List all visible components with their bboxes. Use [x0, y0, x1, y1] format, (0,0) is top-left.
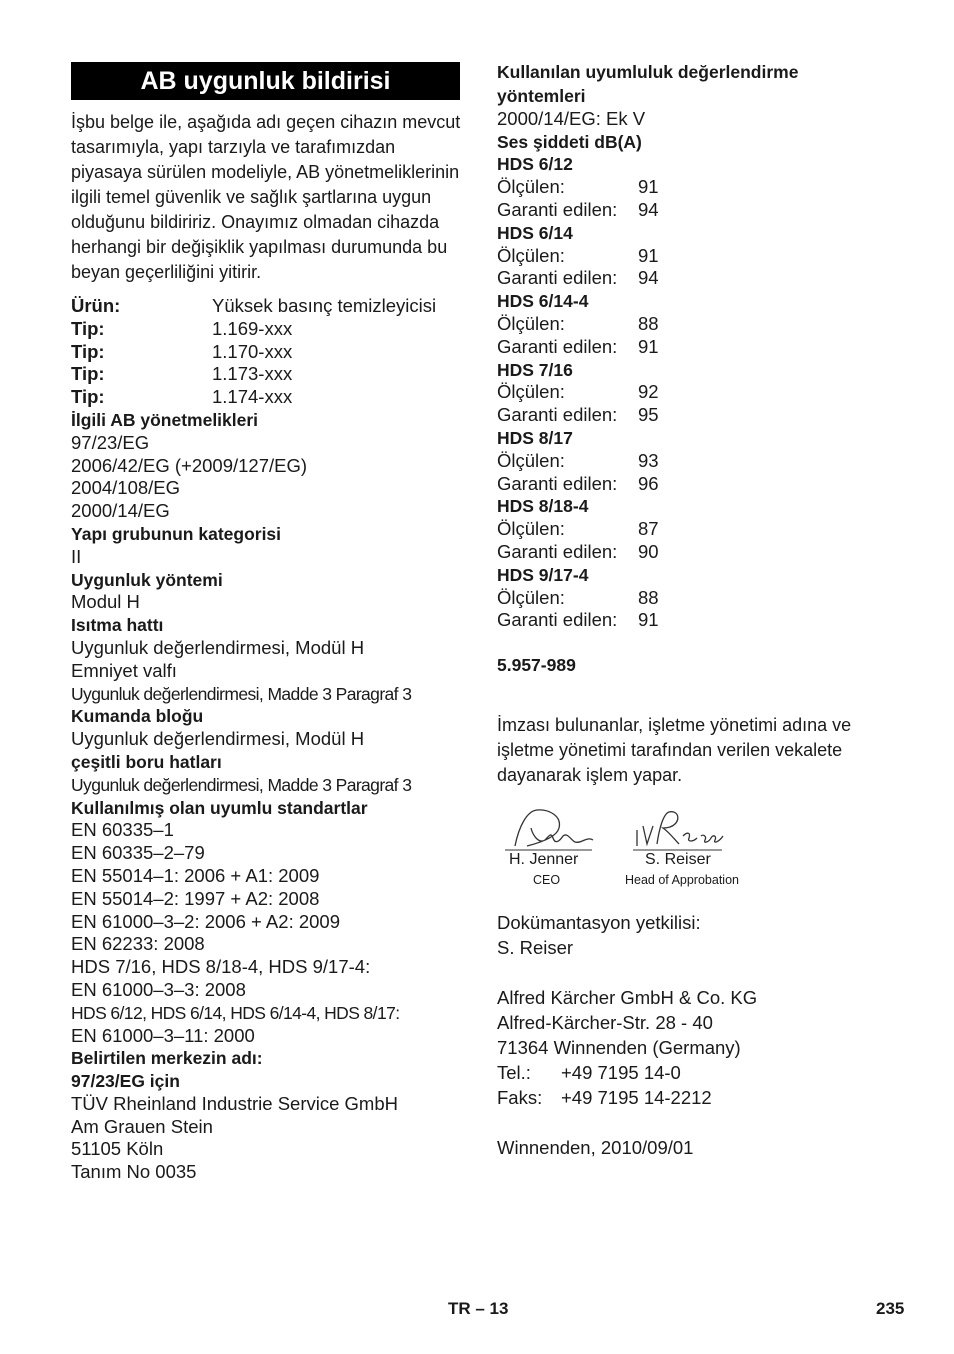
measured-row [497, 176, 917, 199]
standard-item: EN 60335–2–79 [71, 842, 205, 864]
directives-heading: İlgili AB yönetmelikleri [71, 409, 259, 430]
signer-2-role: Head of Approbation [625, 872, 739, 887]
category-heading: Yapı grubunun kategorisi [71, 523, 282, 544]
footer-page-number: 235 [876, 1299, 905, 1318]
measured-label: Ölçülen: [497, 518, 565, 540]
intro-paragraph: İşbu belge ile, aşağıda adı geçen cihazın mevcut tasarımıyla, yapı tarzıyla ve tarafımızdan piyasaya sürülen modeliyle, AB yönetmeliklerinin ilgili temel güvenlik ve sağlık şartlarına uygun olduğunu bildiririz. Onayımız olmadan cihazda herhangi bir değişiklik yapılması durumunda bu beyan geçerliliğini yitirir. [71, 112, 461, 282]
fax-row [497, 1085, 917, 1110]
signer-1-role: CEO [533, 872, 561, 887]
methods-value: 2000/14/EG: Ek V [497, 107, 646, 129]
measured-value: 88 [638, 586, 659, 608]
measured-value: 91 [638, 176, 659, 198]
guaranteed-label: Garanti edilen: [497, 335, 618, 357]
notified-body-line: 51105 Köln [71, 1138, 164, 1160]
notified-body-heading: Belirtilen merkezin adı: [71, 1048, 263, 1069]
type-label: Tip: [71, 363, 105, 385]
measured-value: 88 [638, 312, 659, 334]
signatories-paragraph: İmzası bulunanlar, işletme yönetimi adına ve işletme yönetimi tarafından verilen vekalete dayanarak işlem yapar. [497, 714, 852, 785]
guaranteed-row [497, 609, 917, 632]
pipes-heading: çeşitli boru hatları [71, 751, 222, 772]
notified-body-for: 97/23/EG için [71, 1071, 180, 1092]
notified-body-line: TÜV Rheinland Industrie Service GmbH [71, 1092, 398, 1114]
footer-language-page: TR – 13 [448, 1299, 509, 1318]
type-label: Tip: [71, 386, 105, 408]
fax-label: Faks: [497, 1086, 543, 1108]
control-heading: Kumanda bloğu [71, 706, 204, 727]
document-number: 5.957-989 [497, 655, 576, 676]
product-label: Ürün: [71, 295, 121, 316]
measured-row [497, 313, 917, 336]
type-row [71, 363, 471, 386]
measured-value: 87 [638, 518, 659, 540]
company-street: Alfred-Kärcher-Str. 28 - 40 [497, 1011, 713, 1033]
sound-heading: Ses şiddeti dB(A) [497, 131, 642, 152]
type-value: 1.173-xxx [212, 363, 293, 385]
valve-label: Emniyet valfı [71, 659, 177, 681]
type-value: 1.169-xxx [212, 317, 293, 339]
measured-value: 91 [638, 244, 659, 266]
measured-value: 92 [638, 381, 659, 403]
guaranteed-value: 90 [638, 540, 659, 562]
place-date: Winnenden, 2010/09/01 [497, 1136, 694, 1158]
valve-value: Uygunluk değerlendirmesi, Madde 3 Paragraf 3 [71, 683, 412, 704]
type-value: 1.174-xxx [212, 386, 293, 408]
type-row [71, 341, 471, 364]
heating-heading: Isıtma hattı [71, 615, 164, 636]
model-name: HDS 9/17-4 [497, 564, 589, 585]
standard-item: EN 60335–1 [71, 819, 174, 841]
signer-1-name: H. Jenner [509, 850, 579, 868]
guaranteed-row [497, 336, 917, 359]
type-row [71, 318, 471, 341]
methods-heading-cont: yöntemleri [497, 86, 586, 106]
sound-levels-list [497, 153, 917, 632]
product-value: Yüksek basınç temizleyicisi [212, 295, 437, 316]
tel-row [497, 1060, 917, 1085]
directive-item: 2006/42/EG (+2009/127/EG) [71, 454, 308, 476]
conformity-heading: Uygunluk yöntemi [71, 569, 223, 590]
standard-item: EN 61000–3–3: 2008 [71, 978, 246, 1000]
guaranteed-label: Garanti edilen: [497, 198, 618, 220]
guaranteed-row [497, 541, 917, 564]
signature-block [497, 806, 917, 896]
notified-body-line: Am Grauen Stein [71, 1115, 213, 1137]
measured-label: Ölçülen: [497, 312, 565, 334]
control-value: Uygunluk değerlendirmesi, Modül H [71, 728, 365, 750]
guaranteed-value: 95 [638, 404, 659, 426]
model-name: HDS 6/12 [497, 154, 573, 175]
model-name: HDS 6/14 [497, 222, 573, 243]
type-value: 1.170-xxx [212, 340, 293, 362]
type-label: Tip: [71, 317, 105, 339]
guaranteed-value: 91 [638, 335, 659, 357]
guaranteed-row [497, 473, 917, 496]
standard-item: EN 61000–3–11: 2000 [71, 1024, 255, 1046]
guaranteed-label: Garanti edilen: [497, 404, 618, 426]
directive-item: 97/23/EG [71, 431, 150, 453]
measured-label: Ölçülen: [497, 176, 565, 198]
standard-item: EN 62233: 2008 [71, 933, 205, 955]
model-name: HDS 7/16 [497, 359, 573, 380]
guaranteed-value: 94 [638, 267, 659, 289]
standard-item: EN 55014–2: 1997 + A2: 2008 [71, 887, 320, 909]
measured-label: Ölçülen: [497, 586, 565, 608]
pipes-value: Uygunluk değerlendirmesi, Madde 3 Paragraf 3 [71, 774, 412, 795]
guaranteed-value: 91 [638, 609, 659, 631]
type-label: Tip: [71, 340, 105, 362]
standard-item: EN 61000–3–2: 2006 + A2: 2009 [71, 910, 340, 932]
conformity-value: Modul H [71, 591, 140, 613]
company-name: Alfred Kärcher GmbH & Co. KG [497, 986, 758, 1008]
methods-heading: Kullanılan uyumluluk değerlendirme [497, 62, 799, 82]
type-row [71, 386, 471, 409]
measured-row [497, 381, 917, 404]
doc-officer-label: Dokümantasyon yetkilisi: [497, 911, 701, 933]
signature-image [497, 806, 757, 856]
tel-value: +49 7195 14-0 [561, 1061, 681, 1083]
guaranteed-row [497, 199, 917, 222]
model-name: HDS 8/18-4 [497, 496, 589, 517]
standard-item: HDS 6/12, HDS 6/14, HDS 6/14-4, HDS 8/17: [71, 1002, 400, 1023]
guaranteed-value: 96 [638, 472, 659, 494]
measured-label: Ölçülen: [497, 244, 565, 266]
measured-value: 93 [638, 449, 659, 471]
model-name: HDS 8/17 [497, 427, 573, 448]
guaranteed-label: Garanti edilen: [497, 267, 618, 289]
page-title: AB uygunluk bildirisi [71, 62, 460, 100]
heating-value: Uygunluk değerlendirmesi, Modül H [71, 636, 365, 658]
measured-label: Ölçülen: [497, 381, 565, 403]
guaranteed-row [497, 404, 917, 427]
guaranteed-label: Garanti edilen: [497, 540, 618, 562]
measured-label: Ölçülen: [497, 449, 565, 471]
fax-value: +49 7195 14-2212 [561, 1086, 712, 1108]
measured-row [497, 245, 917, 268]
guaranteed-label: Garanti edilen: [497, 472, 618, 494]
standards-heading: Kullanılmış olan uyumlu standartlar [71, 797, 368, 818]
tel-label: Tel.: [497, 1061, 531, 1083]
guaranteed-label: Garanti edilen: [497, 609, 618, 631]
model-name: HDS 6/14-4 [497, 291, 589, 312]
guaranteed-value: 94 [638, 198, 659, 220]
standard-item: HDS 7/16, HDS 8/18-4, HDS 9/17-4: [71, 956, 371, 978]
category-value: II [71, 545, 82, 567]
directive-item: 2004/108/EG [71, 477, 181, 499]
measured-row [497, 587, 917, 610]
guaranteed-row [497, 267, 917, 290]
product-row [71, 295, 471, 318]
left-column [71, 62, 471, 1184]
company-city: 71364 Winnenden (Germany) [497, 1036, 741, 1058]
notified-body-line: Tanım No 0035 [71, 1161, 197, 1183]
measured-row [497, 450, 917, 473]
standard-item: EN 55014–1: 2006 + A1: 2009 [71, 864, 320, 886]
directive-item: 2000/14/EG [71, 500, 170, 522]
signer-2-name: S. Reiser [645, 850, 711, 868]
right-column [497, 60, 917, 1160]
measured-row [497, 518, 917, 541]
doc-officer-name: S. Reiser [497, 936, 574, 958]
